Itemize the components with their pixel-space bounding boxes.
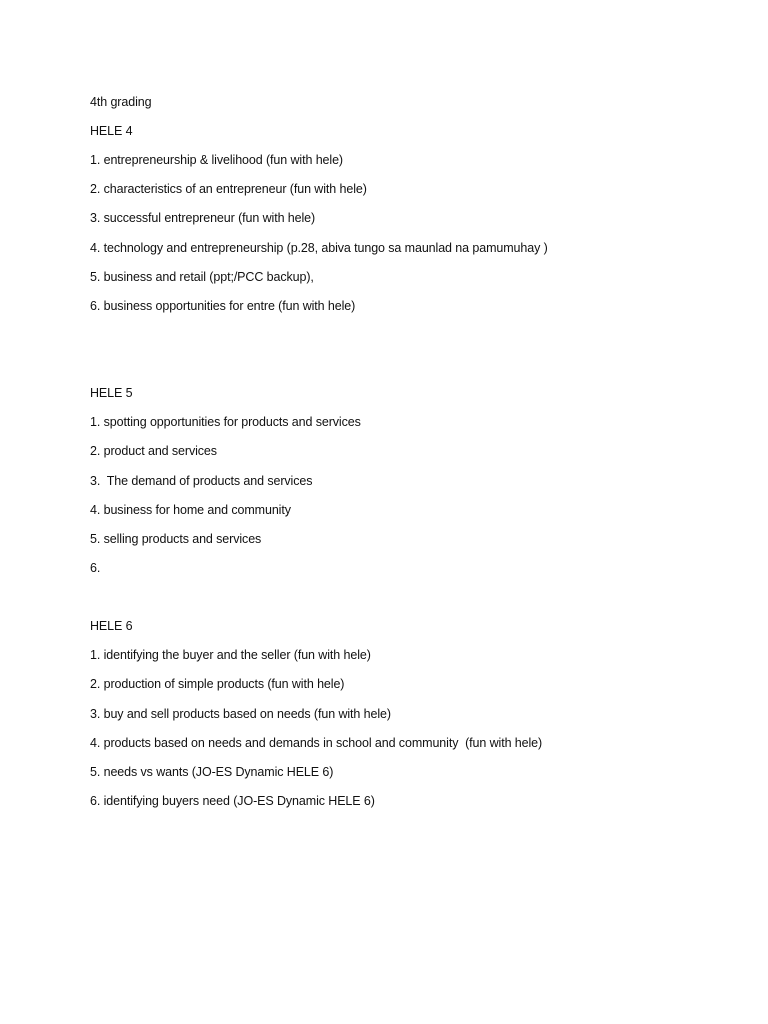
- list-item: 3. The demand of products and services: [90, 474, 313, 488]
- section-title-hele-4: HELE 4: [90, 124, 133, 138]
- list-item: 1. identifying the buyer and the seller (fun with hele): [90, 648, 371, 662]
- list-item: 4. technology and entrepreneurship (p.28, abiva tungo sa maunlad na pamumuhay ): [90, 241, 548, 255]
- list-item: 2. product and services: [90, 444, 217, 458]
- list-item: 5. selling products and services: [90, 532, 262, 546]
- list-item: 6. business opportunities for entre (fun with hele): [90, 299, 356, 313]
- list-item: 6.: [90, 561, 101, 575]
- list-item: 4. products based on needs and demands in school and community (fun with hele): [90, 736, 543, 750]
- list-item: 4. business for home and community: [90, 503, 291, 517]
- list-item: 5. business and retail (ppt;/PCC backup),: [90, 270, 314, 284]
- section-title-hele-6: HELE 6: [90, 619, 133, 633]
- list-item: 3. buy and sell products based on needs (fun with hele): [90, 707, 391, 721]
- document-heading: 4th grading: [90, 95, 152, 109]
- list-item: 2. characteristics of an entrepreneur (fun with hele): [90, 182, 367, 196]
- list-item: 3. successful entrepreneur (fun with hele): [90, 211, 316, 225]
- list-item: 1. spotting opportunities for products and services: [90, 415, 361, 429]
- list-item: 5. needs vs wants (JO-ES Dynamic HELE 6): [90, 765, 334, 779]
- section-title-hele-5: HELE 5: [90, 386, 133, 400]
- list-item: 6. identifying buyers need (JO-ES Dynamic HELE 6): [90, 794, 375, 808]
- list-item: 1. entrepreneurship & livelihood (fun with hele): [90, 153, 343, 167]
- list-item: 2. production of simple products (fun with hele): [90, 677, 345, 691]
